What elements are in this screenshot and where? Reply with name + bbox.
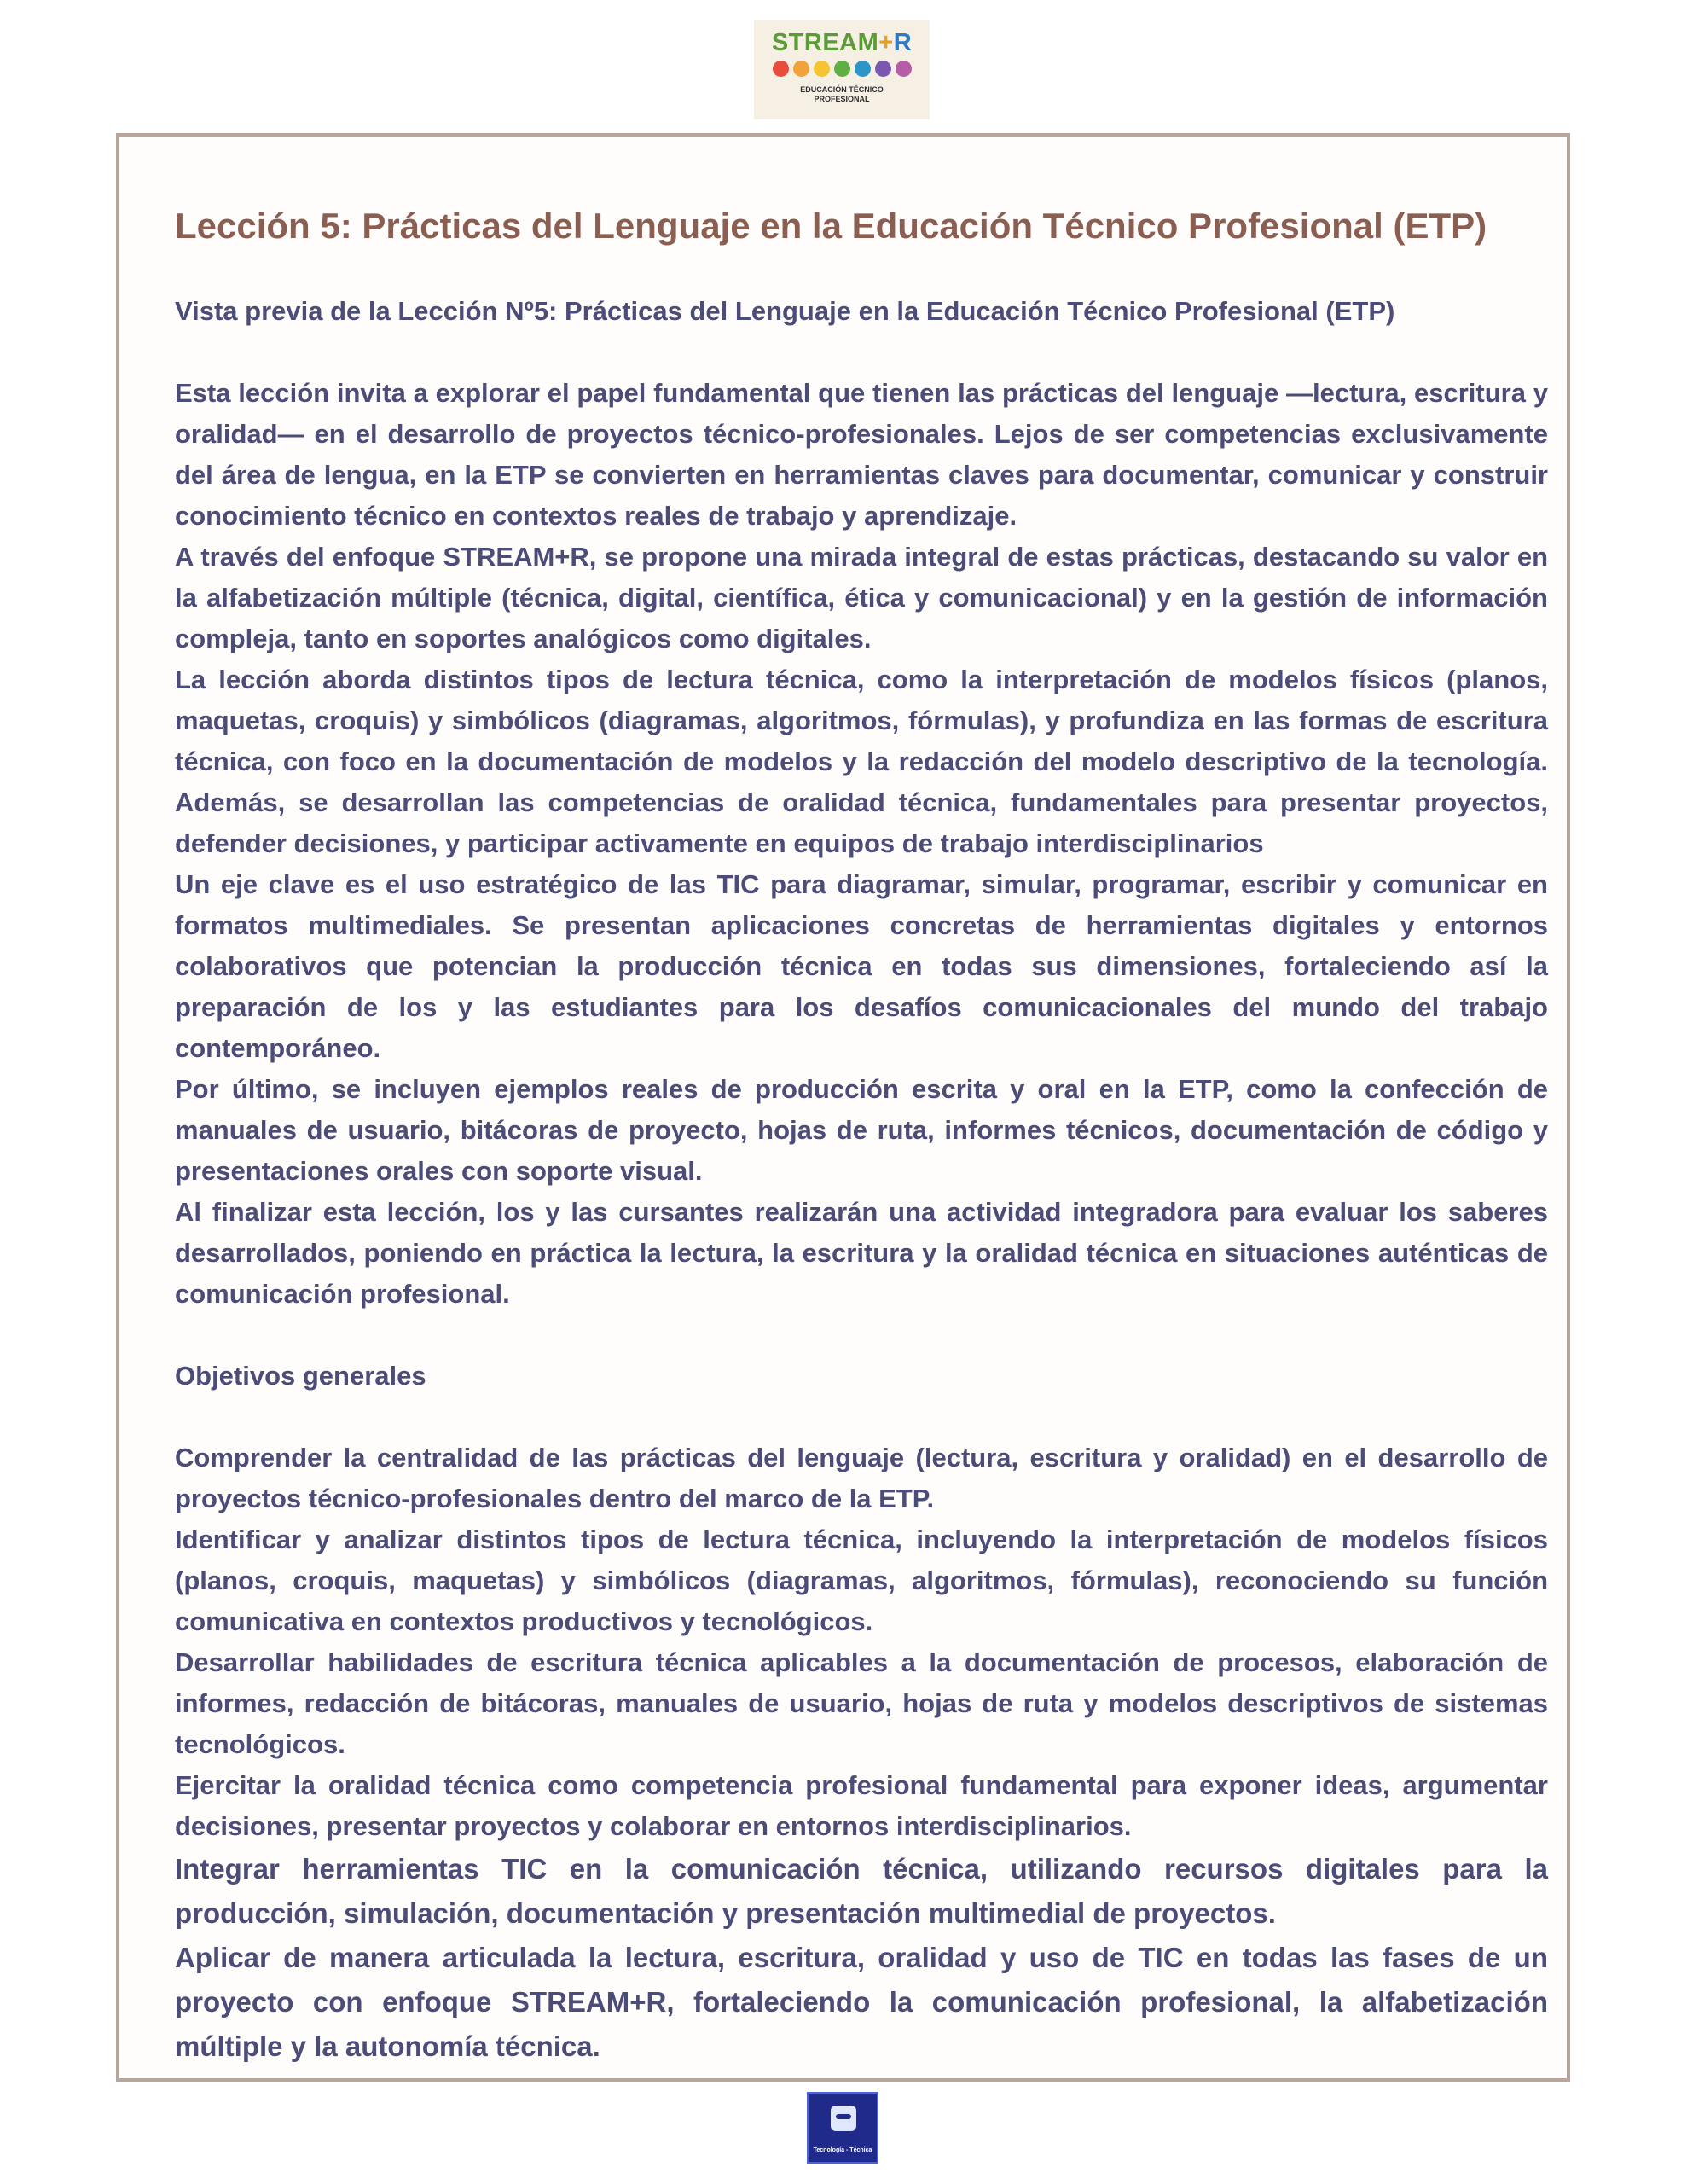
- objective-item: Desarrollar habilidades de escritura técnica aplicables a la documentación de procesos, elaboración de informes, redacción de bitácoras, manuales de usuario, hojas de ruta y modelos descriptivos de sistemas tecnológicos.: [175, 1647, 1548, 1759]
- lesson-title: Lección 5: Prácticas del Lenguaje en la Educación Técnico Profesional (ETP): [175, 206, 1487, 246]
- footer-logo-label: Tecnología - Técnica: [813, 2147, 872, 2153]
- robot-icon: [831, 2106, 856, 2131]
- logo-dot-icon: [875, 61, 891, 77]
- stream-r-logo: [754, 20, 930, 119]
- logo-dot-icon: [773, 61, 789, 77]
- tecnologia-tecnica-logo: [807, 2092, 878, 2164]
- stream-paragraph: A través del enfoque STREAM+R, se propone una mirada integral de estas prácticas, destacando su valor en la alfabetización múltiple (técnica, digital, científica, ética y comunicacional) y en la gestión de información compleja, tanto en soportes analógicos como digitales.: [175, 542, 1548, 653]
- logo-subtitle: EDUCACIÓN TÉCNICO PROFESIONAL: [800, 85, 884, 103]
- objective-item: Ejercitar la oralidad técnica como competencia profesional fundamental para exponer ideas, argumentar decisiones, presentar proyectos y colaborar en entornos interdisciplinarios.: [175, 1770, 1548, 1841]
- logo-dot-icon: [834, 61, 850, 77]
- intro-paragraph: Esta lección invita a explorar el papel fundamental que tienen las prácticas del lenguaje —lectura, escritura y oralidad— en el desarrollo de proyectos técnico-profesionales. Lejos de ser competencias exclusivamente del área de lengua, en la ETP se convierten en herramientas claves para documentar, comunicar y construir conocimiento técnico en contextos reales de trabajo y aprendizaje.: [175, 378, 1548, 531]
- reading-writing-paragraph: La lección aborda distintos tipos de lectura técnica, como la interpretación de modelos físicos (planos, maquetas, croquis) y simbólicos (diagramas, algoritmos, fórmulas), y profundiza en las formas de escritura técnica, con foco en la documentación de modelos y la redacción del modelo descriptivo de la tecnología. Además, se desarrollan las competencias de oralidad técnica, fundamentales para presentar proyectos, defender decisiones, y participar activamente en equipos de trabajo interdisciplinarios: [175, 665, 1548, 858]
- logo-title: STREAM+R: [771, 29, 913, 56]
- tic-paragraph: Un eje clave es el uso estratégico de las TIC para diagramar, simular, programar, escribir y comunicar en formatos multimediales. Se presentan aplicaciones concretas de herramientas digitales y entornos colaborativos que potencian la producción técnica en todas sus dimensiones, fortaleciendo así la preparación de los y las estudiantes para los desafíos comunicacionales del mundo del trabajo contemporáneo.: [175, 869, 1548, 1063]
- objectives-heading: Objetivos generales: [175, 1361, 426, 1391]
- document-content: [175, 200, 1548, 2069]
- objective-item: Identificar y analizar distintos tipos de lectura técnica, incluyendo la interpretación de modelos físicos (planos, croquis, maquetas) y simbólicos (diagramas, algoritmos, fórmulas), reconociendo su función comunicativa en contextos productivos y tecnológicos.: [175, 1525, 1548, 1636]
- logo-dot-icon: [855, 61, 871, 77]
- logo-dot-icon: [814, 61, 830, 77]
- objective-item: Comprender la centralidad de las prácticas del lenguaje (lectura, escritura y oralidad) en el desarrollo de proyectos técnico-profesionales dentro del marco de la ETP.: [175, 1443, 1548, 1513]
- examples-paragraph: Por último, se incluyen ejemplos reales de producción escrita y oral en la ETP, como la confección de manuales de usuario, bitácoras de proyecto, hojas de ruta, informes técnicos, documentación de código y presentaciones orales con soporte visual.: [175, 1074, 1548, 1186]
- logo-dot-icon: [793, 61, 809, 77]
- objective-item: Aplicar de manera articulada la lectura, escritura, oralidad y uso de TIC en todas las fases de un proyecto con enfoque STREAM+R, fortaleciendo la comunicación profesional, la alfabetización múltiple y la autonomía técnica.: [175, 1942, 1548, 2062]
- logo-dot-icon: [896, 61, 912, 77]
- logo-icon-row: [754, 61, 930, 77]
- objective-item: Integrar herramientas TIC en la comunicación técnica, utilizando recursos digitales para la producción, simulación, documentación y presentación multimedial de proyectos.: [175, 1853, 1548, 1929]
- preview-heading: Vista previa de la Lección Nº5: Prácticas del Lenguaje en la Educación Técnico Profesional (ETP): [175, 296, 1395, 326]
- closing-paragraph: Al finalizar esta lección, los y las cursantes realizarán una actividad integradora para evaluar los saberes desarrollados, poniendo en práctica la lectura, la escritura y la oralidad técnica en situaciones auténticas de comunicación profesional.: [175, 1197, 1548, 1309]
